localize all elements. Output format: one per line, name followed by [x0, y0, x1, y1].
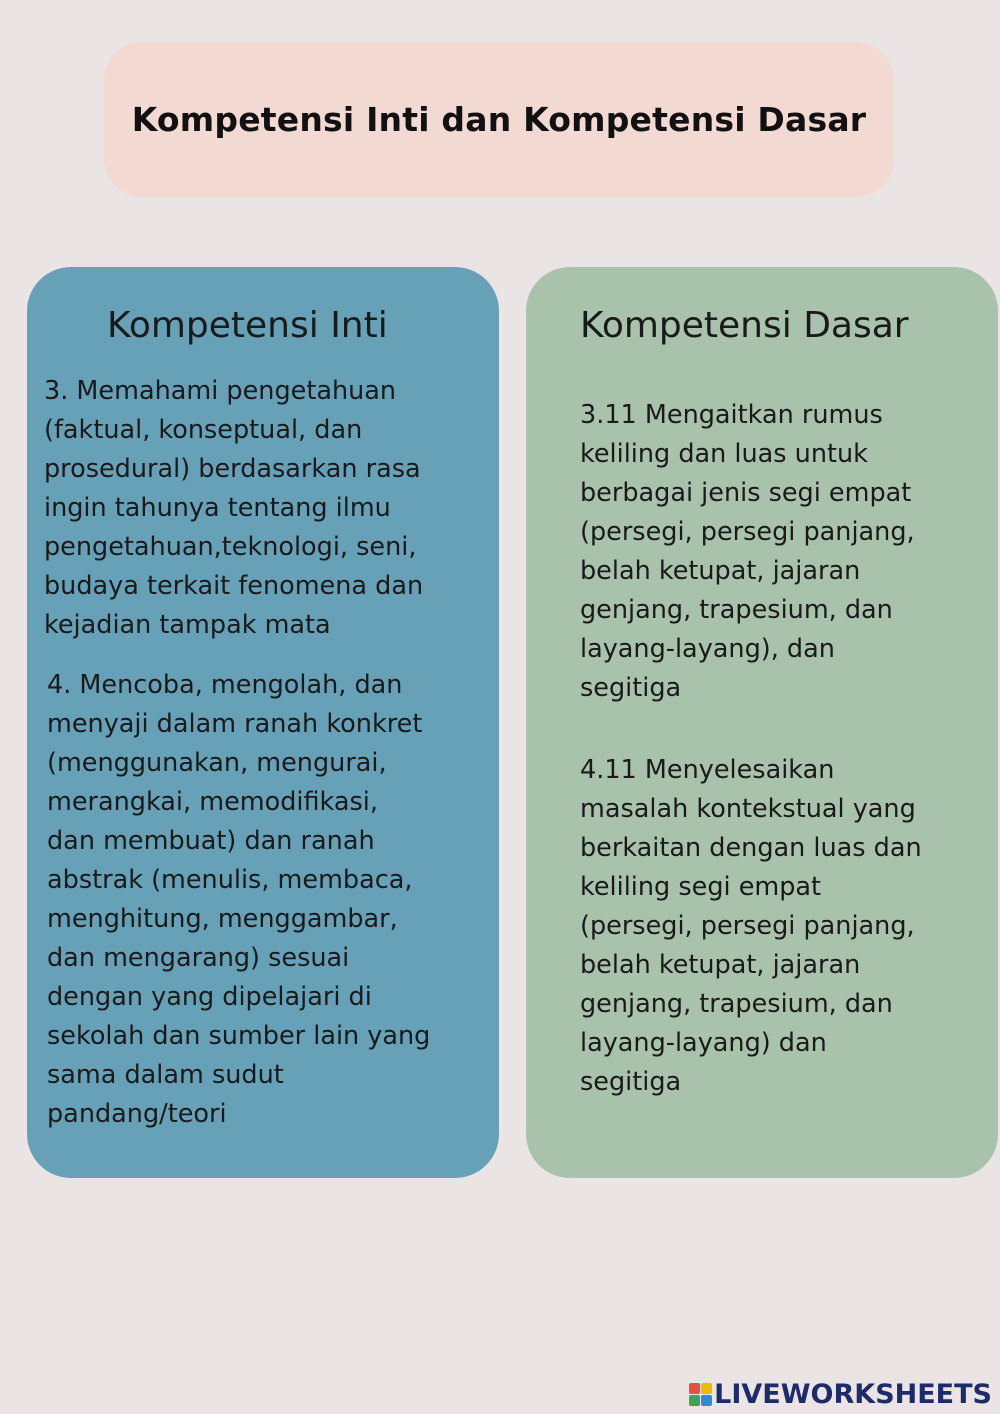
- kompetensi-inti-panel: [27, 267, 499, 1178]
- liveworksheets-logo-icon: [689, 1383, 712, 1406]
- kompetensi-dasar-panel: [526, 267, 998, 1178]
- title-banner: [104, 42, 894, 197]
- kd-item-3-11: 3.11 Mengaitkan rumus keliling dan luas untuk berbagai jenis segi empat (persegi, persegi panjang, belah ketupat, jajaran genjang, trapesium, dan layang-layang), dan segitiga: [580, 400, 915, 703]
- logo-square-2: [701, 1383, 712, 1394]
- kompetensi-dasar-heading: Kompetensi Dasar: [580, 305, 909, 346]
- liveworksheets-watermark: [689, 1379, 992, 1410]
- page-title: Kompetensi Inti dan Kompetensi Dasar: [131, 100, 867, 139]
- kd-item-4-11: 4.11 Menyelesaikan masalah kontekstual yang berkaitan dengan luas dan keliling segi empat (persegi, persegi panjang, belah ketupat, jajaran genjang, trapesium, dan layang-layang) dan segitiga: [580, 755, 922, 1097]
- ki-item-4: 4. Mencoba, mengolah, dan menyaji dalam ranah konkret (menggunakan, mengurai, merangkai, memodifikasi, dan membuat) dan ranah abstrak (menulis, membaca, menghitung, menggambar, dan mengarang) sesuai dengan yang dipelajari di sekolah dan sumber lain yang sama dalam sudut pandang/teori: [47, 670, 431, 1129]
- kompetensi-inti-heading: Kompetensi Inti: [107, 305, 388, 346]
- ki-item-3: 3. Memahami pengetahuan (faktual, konseptual, dan prosedural) berdasarkan rasa ingin tahunya tentang ilmu pengetahuan,teknologi, seni, budaya terkait fenomena dan kejadian tampak mata: [44, 376, 424, 640]
- logo-square-1: [689, 1383, 700, 1394]
- logo-square-3: [689, 1395, 700, 1406]
- liveworksheets-brand-text: LIVEWORKSHEETS: [714, 1379, 992, 1410]
- logo-square-4: [701, 1395, 712, 1406]
